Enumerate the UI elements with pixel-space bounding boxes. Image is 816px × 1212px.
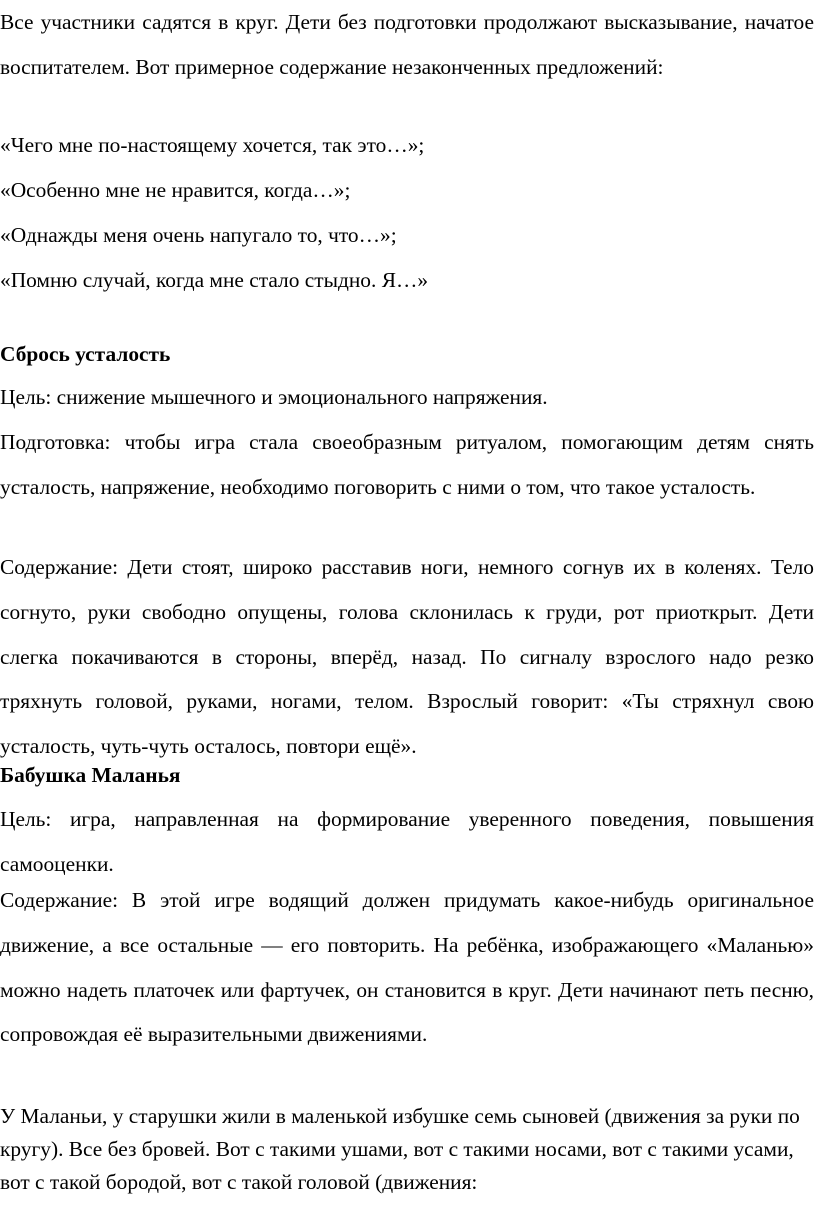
game1-content: Содержание: Дети стоят, широко расставив ноги, немного согнув их в коленях. Тело согнуто, руки свободно опущены, голова склонилась к груди, рот приоткрыт. Дети слегка покачиваются в стороны, вперёд, назад. По сигналу взрослого надо резко тряхнуть головой, руками, ногами, телом. Взрослый говорит: «Ты стряхнул свою усталость, чуть-чуть осталось, повтори ещё». — [0, 555, 814, 759]
intro-paragraph: Все участники садятся в круг. Дети без подготовки продолжают высказывание, начатое воспитателем. Вот примерное содержание незаконченных предложений: — [0, 10, 814, 79]
phrase-2: «Особенно мне не нравится, когда…»; — [0, 178, 351, 202]
game2-content: Содержание: В этой игре водящий должен придумать какое-нибудь оригинальное движение, а все остальные — его повторить. На ребёнка, изображающего «Маланью» можно надеть платочек или фартучек, он становится в круг. Дети начинают петь песню, сопровождая её выразительными движениями. — [0, 888, 814, 1047]
game1-title: Сбрось усталость — [0, 342, 171, 366]
game2-goal: Цель: игра, направленная на формирование уверенного поведения, повышения самооценки. — [0, 807, 814, 876]
game2-song: У Маланьи, у старушки жили в маленькой избушке семь сыновей (движения за руки по кругу). Все без бровей. Вот с такими ушами, вот с такими носами, вот с такими усами, вот с такой бородой, вот с такой головой (движения: — [0, 1104, 800, 1194]
game1-preparation: Подготовка: чтобы игра стала своеобразным ритуалом, помогающим детям снять усталость, напряжение, необходимо поговорить с ними о том, что такое усталость. — [0, 430, 814, 499]
phrase-4: «Помню случай, когда мне стало стыдно. Я…» — [0, 268, 429, 292]
phrase-3: «Однажды меня очень напугало то, что…»; — [0, 223, 397, 247]
phrase-1: «Чего мне по-настоящему хочется, так это…»; — [0, 133, 425, 157]
game2-title: Бабушка Маланья — [0, 763, 181, 787]
game1-goal: Цель: снижение мышечного и эмоционального напряжения. — [0, 385, 548, 409]
